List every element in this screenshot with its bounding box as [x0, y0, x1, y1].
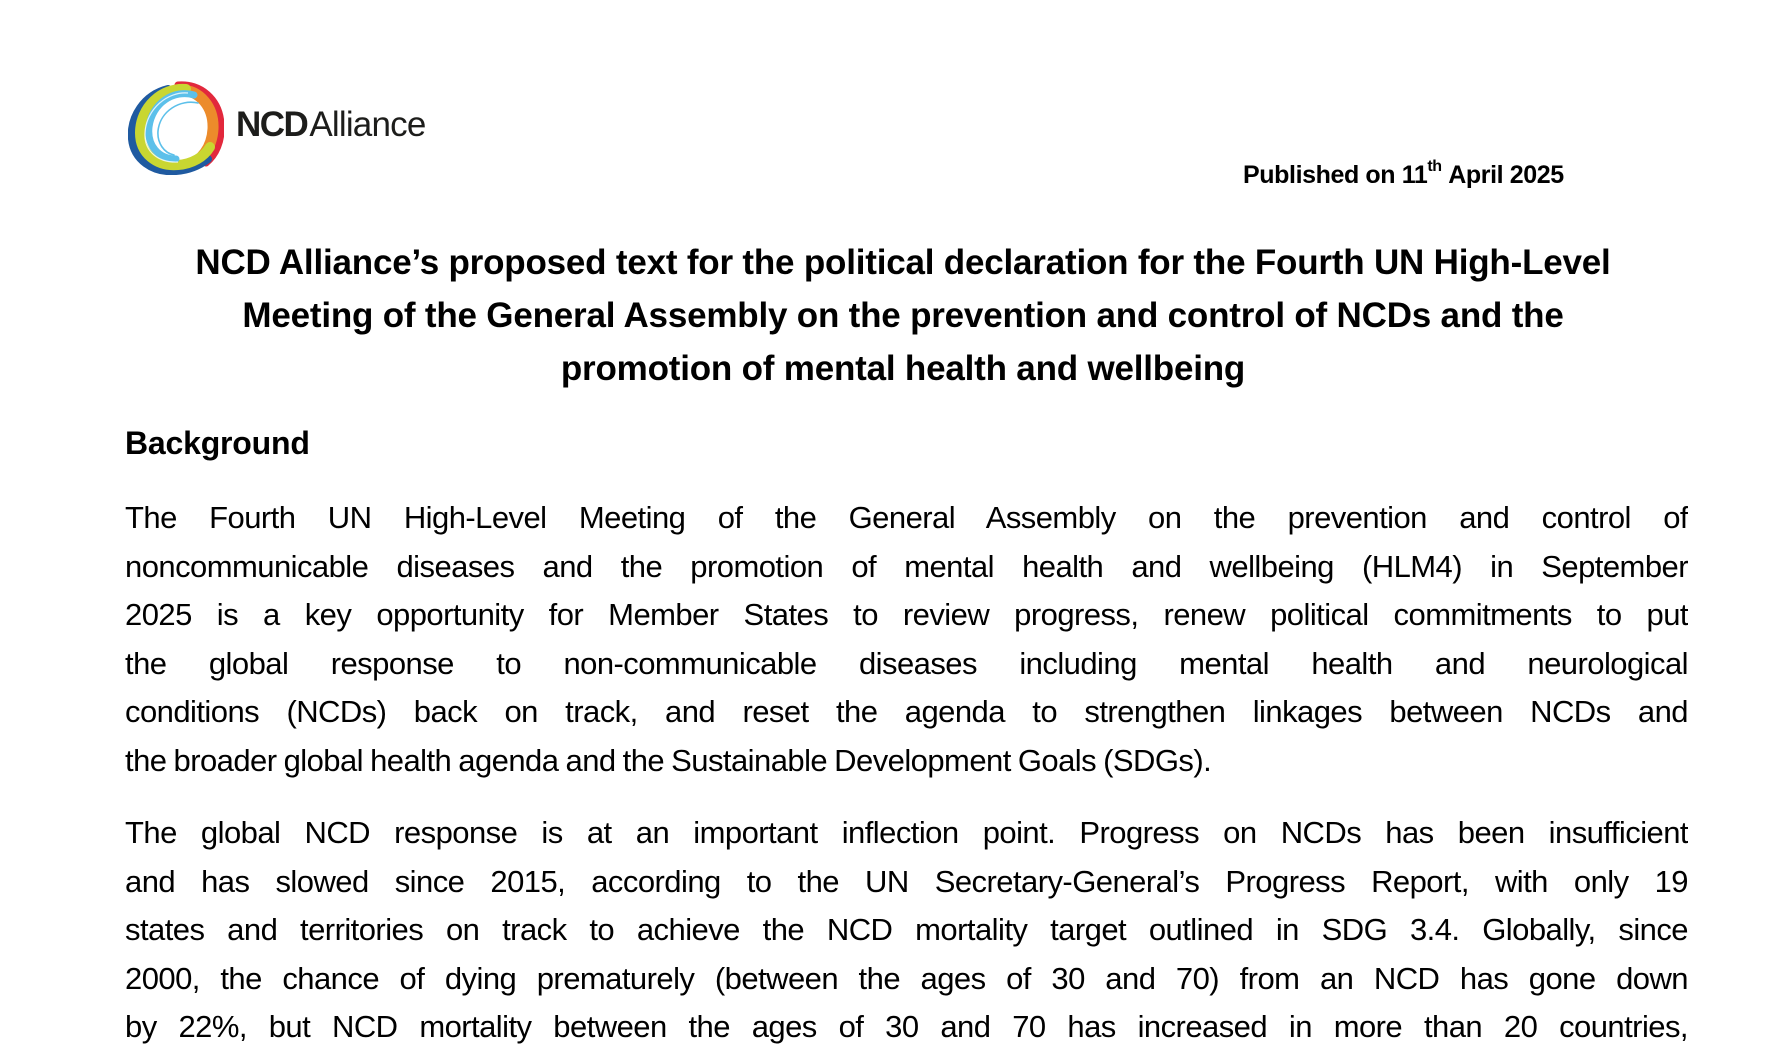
published-date: [1243, 157, 1564, 190]
logo-wordmark-ncd: NCD: [236, 105, 308, 144]
body-paragraph: [125, 809, 1688, 1052]
body-paragraph: [125, 494, 1688, 785]
paragraph-line: The Fourth UN High-Level Meeting of the General Assembly on the prevention and control of: [125, 500, 1688, 535]
logo-wordmark: [236, 105, 426, 145]
paragraph-line: the broader global health agenda and the Sustainable Development Goals (SDGs).: [125, 742, 1212, 778]
paragraph-line: by 22%, but NCD mortality between the ages of 30 and 70 has increased in more than 20 countries,: [125, 1009, 1688, 1044]
published-date-prefix: Published on 11: [1243, 161, 1428, 189]
paragraph-line: conditions (NCDs) back on track, and reset the agenda to strengthen linkages between NCDs and: [125, 694, 1688, 729]
paragraph-line: and has slowed since 2015, according to the UN Secretary-General’s Progress Report, with only 19: [125, 863, 1688, 899]
paragraph-line: the global response to non-communicable diseases including mental health and neurological: [125, 645, 1688, 681]
ncd-alliance-ring-logo-icon: [128, 81, 224, 175]
paragraph-line: 2025 is a key opportunity for Member States to review progress, renew political commitments to put: [125, 597, 1688, 632]
published-date-suffix: April 2025: [1442, 161, 1564, 189]
paragraph-line: The global NCD response is at an important inflection point. Progress on NCDs has been insufficient: [125, 815, 1688, 850]
document-title: [120, 236, 1686, 395]
paragraph-line: noncommunicable diseases and the promotion of mental health and wellbeing (HLM4) in September: [125, 548, 1688, 584]
published-date-ordinal: th: [1427, 157, 1442, 175]
section-heading-background: Background: [125, 425, 310, 461]
paragraph-line: states and territories on track to achieve the NCD mortality target outlined in SDG 3.4. Globally, since: [125, 912, 1688, 947]
paragraph-line: 2000, the chance of dying prematurely (between the ages of 30 and 70) from an NCD has gone down: [125, 960, 1688, 996]
ncd-alliance-logo: [128, 81, 426, 175]
document-title-line: Meeting of the General Assembly on the prevention and control of NCDs and the: [242, 296, 1564, 335]
document-title-line: NCD Alliance’s proposed text for the political declaration for the Fourth UN High-Level: [195, 243, 1611, 282]
logo-wordmark-alliance: Alliance: [309, 105, 426, 144]
document-title-line: promotion of mental health and wellbeing: [560, 349, 1246, 388]
